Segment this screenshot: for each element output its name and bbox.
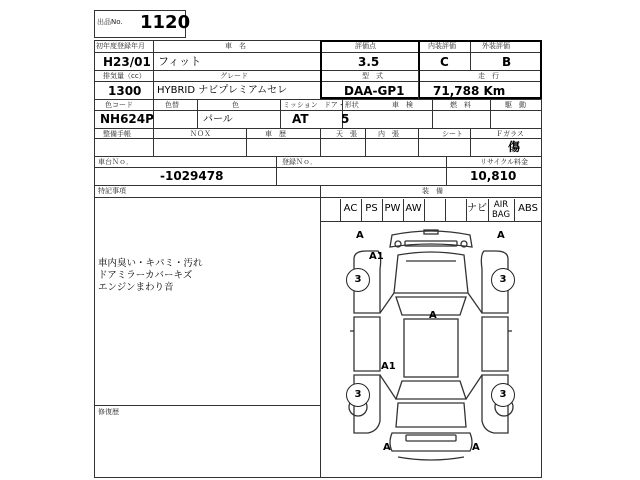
mark-front-right-corner: A xyxy=(497,230,505,241)
interior-cloth-label: 内 張 xyxy=(378,130,399,138)
mark-roof: A xyxy=(429,310,437,321)
color-code-label: 色コード xyxy=(105,101,133,109)
mileage: 71,788 Km xyxy=(433,84,506,98)
equip-abs: ABS xyxy=(518,203,538,214)
notes-label: 特記事項 xyxy=(98,187,126,195)
recycle-fee: 10,810 xyxy=(470,169,517,183)
equip-empty-2 xyxy=(445,199,466,218)
chassis-number: -1029478 xyxy=(160,169,224,183)
drive-label: 駆 動 xyxy=(505,101,526,109)
mileage-label: 走 行 xyxy=(478,72,499,80)
score-label: 評価点 xyxy=(355,42,376,50)
car-name: フィット xyxy=(158,55,202,68)
rear-bumper-shape xyxy=(390,433,472,451)
color-label: 色 xyxy=(232,101,239,109)
notes-lines xyxy=(98,258,316,294)
lot-number: 1120 xyxy=(140,12,191,33)
equipment-row xyxy=(320,199,542,221)
fglass-label: Ｆガラス xyxy=(496,130,524,138)
manual-label: 整備手帳 xyxy=(103,130,131,138)
mark-rear-right-corner: A xyxy=(472,442,480,453)
note-line: ドアミラーカバーキズ xyxy=(98,270,193,281)
car-diagram xyxy=(320,221,542,478)
car-name-label: 車 名 xyxy=(225,42,246,50)
nox-label: ＮＯＸ xyxy=(190,130,211,138)
roof-shape xyxy=(404,319,458,377)
note-line: エンジンまわり音 xyxy=(98,282,174,293)
exterior-label: 外装評価 xyxy=(482,42,510,50)
mark-rear-right-quarter: 3 xyxy=(491,383,515,407)
doors: 5 xyxy=(341,112,350,126)
color: パール xyxy=(203,114,233,125)
equip-pw: PW xyxy=(384,203,401,214)
fuel-label: 燃 料 xyxy=(450,101,471,109)
recycle-label: リサイクル料金 xyxy=(480,158,529,166)
equipment-label: 装 備 xyxy=(422,187,443,195)
mission: AT xyxy=(292,112,309,126)
displacement-label: 排気量（cc） xyxy=(103,72,146,80)
fglass-value: 傷 xyxy=(508,140,521,154)
mark-front-left-fender: 3 xyxy=(346,268,370,292)
repair-history-label: 修復歴 xyxy=(98,408,119,416)
grade: HYBRID ナビプレミアムセレ xyxy=(157,85,288,96)
color-code: NH624P xyxy=(100,112,154,126)
inspection-label: 車 検 xyxy=(392,101,413,109)
equip-ac: AC xyxy=(343,203,358,214)
note-line: 車内臭い・キパミ・汚れ xyxy=(98,258,203,269)
model-code: DAA-GP1 xyxy=(344,84,405,98)
lot-label: 出品No. xyxy=(97,18,123,26)
color-change-label: 色替 xyxy=(165,101,179,109)
seat-label: シート xyxy=(442,130,463,138)
equip-navi: ナビ xyxy=(467,203,487,214)
history-label: 車 歴 xyxy=(265,130,286,138)
mark-hood-left: A1 xyxy=(369,251,384,262)
model-label: 型 式 xyxy=(362,72,383,80)
first-registration: H23/01 xyxy=(103,55,151,69)
mark-front-left-corner: A xyxy=(356,230,364,241)
mark-rear-left-quarter: 3 xyxy=(346,383,370,407)
mark-rear-left-corner: A xyxy=(383,442,391,453)
interior-grade: C xyxy=(440,55,449,69)
mark-left-door: A1 xyxy=(381,361,396,372)
exterior-grade: B xyxy=(502,55,512,69)
doors-label: ドア・形状 xyxy=(324,101,359,109)
mission-label: ミッション xyxy=(283,101,318,109)
year-label: 初年度登録年月 xyxy=(96,42,145,50)
equip-ps: PS xyxy=(365,203,378,214)
sunroof-label: 天 張 xyxy=(336,130,357,138)
grade-label: グレード xyxy=(220,72,248,80)
registration-label: 登録Ｎｏ． xyxy=(282,158,317,166)
mark-front-right-fender: 3 xyxy=(491,268,515,292)
equip-airbag: AIR BAG xyxy=(491,200,511,220)
hood-shape xyxy=(394,252,468,293)
interior-label: 内装評価 xyxy=(428,42,456,50)
equip-empty-1 xyxy=(424,199,445,218)
displacement: 1300 xyxy=(108,84,142,98)
score-value: 3.5 xyxy=(358,55,380,69)
chassis-label: 車台Ｎｏ． xyxy=(98,158,133,166)
equip-aw: AW xyxy=(405,203,422,214)
